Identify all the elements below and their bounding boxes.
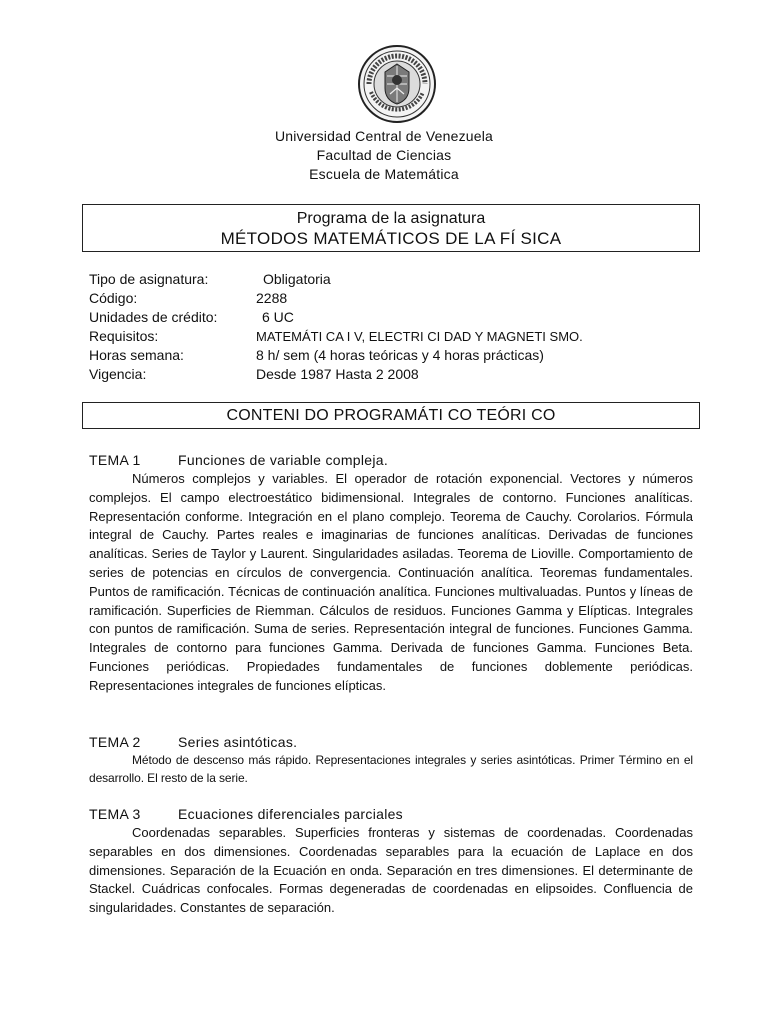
info-label: Requisitos:: [89, 328, 159, 344]
tema-heading: [89, 805, 693, 824]
info-label: Horas semana:: [89, 347, 184, 363]
program-subtitle: Programa de la asignatura: [296, 210, 486, 227]
university-seal-icon: [357, 44, 437, 124]
tema-heading: [89, 733, 693, 752]
tema-1: [89, 451, 693, 696]
info-label: Código:: [89, 290, 138, 306]
tema-body: Números complejos y variables. El operador de rotación exponencial. Vectores y números complejos. El campo electroestático bidimensional. Integrales de contorno. Funciones analíticas. Representación conforme. Integración en el plano complejo. Teorema de Cauchy. Corolarios. Fórmula integral de Cauchy. Partes reales e imaginarias de funciones analíticas. Derivadas de funciones analíticas. Series de Taylor y Laurent. Singularidades asiladas. Teorema de Lioville. Comportamiento de series de potencias en círculos de convergencia. Continuación analítica. Teoremas fundamentales. Puntos de ramificación. Técnicas de continuación analítica. Funciones multivaluadas. Puntos y líneas de ramificación. Superficies de Riemman. Cálculos de residuos. Funciones Gamma y Elípticas. Integrales con puntos de ramificación. Suma de series. Representación integral de funciones. Funciones Gamma. Integrales de contorno para funciones Gamma. Derivada de funciones Gamma. Funciones Beta. Funciones periódicas. Propiedades fundamentales de funciones doblemente periódicas. Representaciones integrales de funciones elípticas.: [89, 471, 693, 693]
info-value: 8 h/ sem (4 horas teóricas y 4 horas prácticas): [256, 347, 544, 363]
tema-heading: [89, 451, 693, 470]
faculty-name: Facultad de Ciencias: [316, 147, 452, 163]
tema-name: Ecuaciones diferenciales parciales: [178, 806, 403, 822]
info-value: Desde 1987 Hasta 2 2008: [256, 366, 419, 382]
tema-number: TEMA 1: [89, 452, 141, 468]
info-value: Obligatoria: [263, 271, 331, 287]
section-title-box: [82, 402, 700, 429]
tema-3: [89, 805, 693, 918]
program-title-box: [82, 204, 700, 252]
tema-number: TEMA 3: [89, 806, 141, 822]
info-value: 6 UC: [262, 309, 294, 325]
info-value: 2288: [256, 290, 288, 306]
tema-body: Método de descenso más rápido. Representaciones integrales y series asintóticas. Primer Término en el desarrollo. El resto de la serie.: [89, 753, 693, 785]
section-title: CONTENI DO PROGRAMÁTI CO TEÓRI CO: [226, 407, 556, 424]
school-name: Escuela de Matemática: [309, 166, 459, 182]
tema-2: [89, 733, 693, 787]
tema-number: TEMA 2: [89, 734, 141, 750]
info-label: Tipo de asignatura:: [89, 271, 209, 287]
document-header: [0, 127, 768, 184]
tema-name: Series asintóticas.: [178, 734, 298, 750]
university-name: Universidad Central de Venezuela: [274, 128, 494, 144]
info-label: Unidades de crédito:: [89, 309, 218, 325]
tema-body: Coordenadas separables. Superficies fronteras y sistemas de coordenadas. Coordenadas separables en dos dimensiones. Coordenadas separables para la ecuación de Laplace en dos dimensiones. Separación de la Ecuación en onda. Separación en tres dimensiones. El determinante de Stackel. Cuádricas confocales. Formas degeneradas de coordenadas en elipsoides. Confluencia de singularidades. Constantes de separación.: [89, 825, 693, 916]
info-value: MATEMÁTI CA I V, ELECTRI CI DAD Y MAGNETI SMO.: [256, 329, 583, 344]
info-label: Vigencia:: [89, 366, 147, 382]
course-title: MÉTODOS MATEMÁTICOS DE LA FÍ SICA: [220, 229, 562, 248]
tema-name: Funciones de variable compleja.: [178, 452, 389, 468]
